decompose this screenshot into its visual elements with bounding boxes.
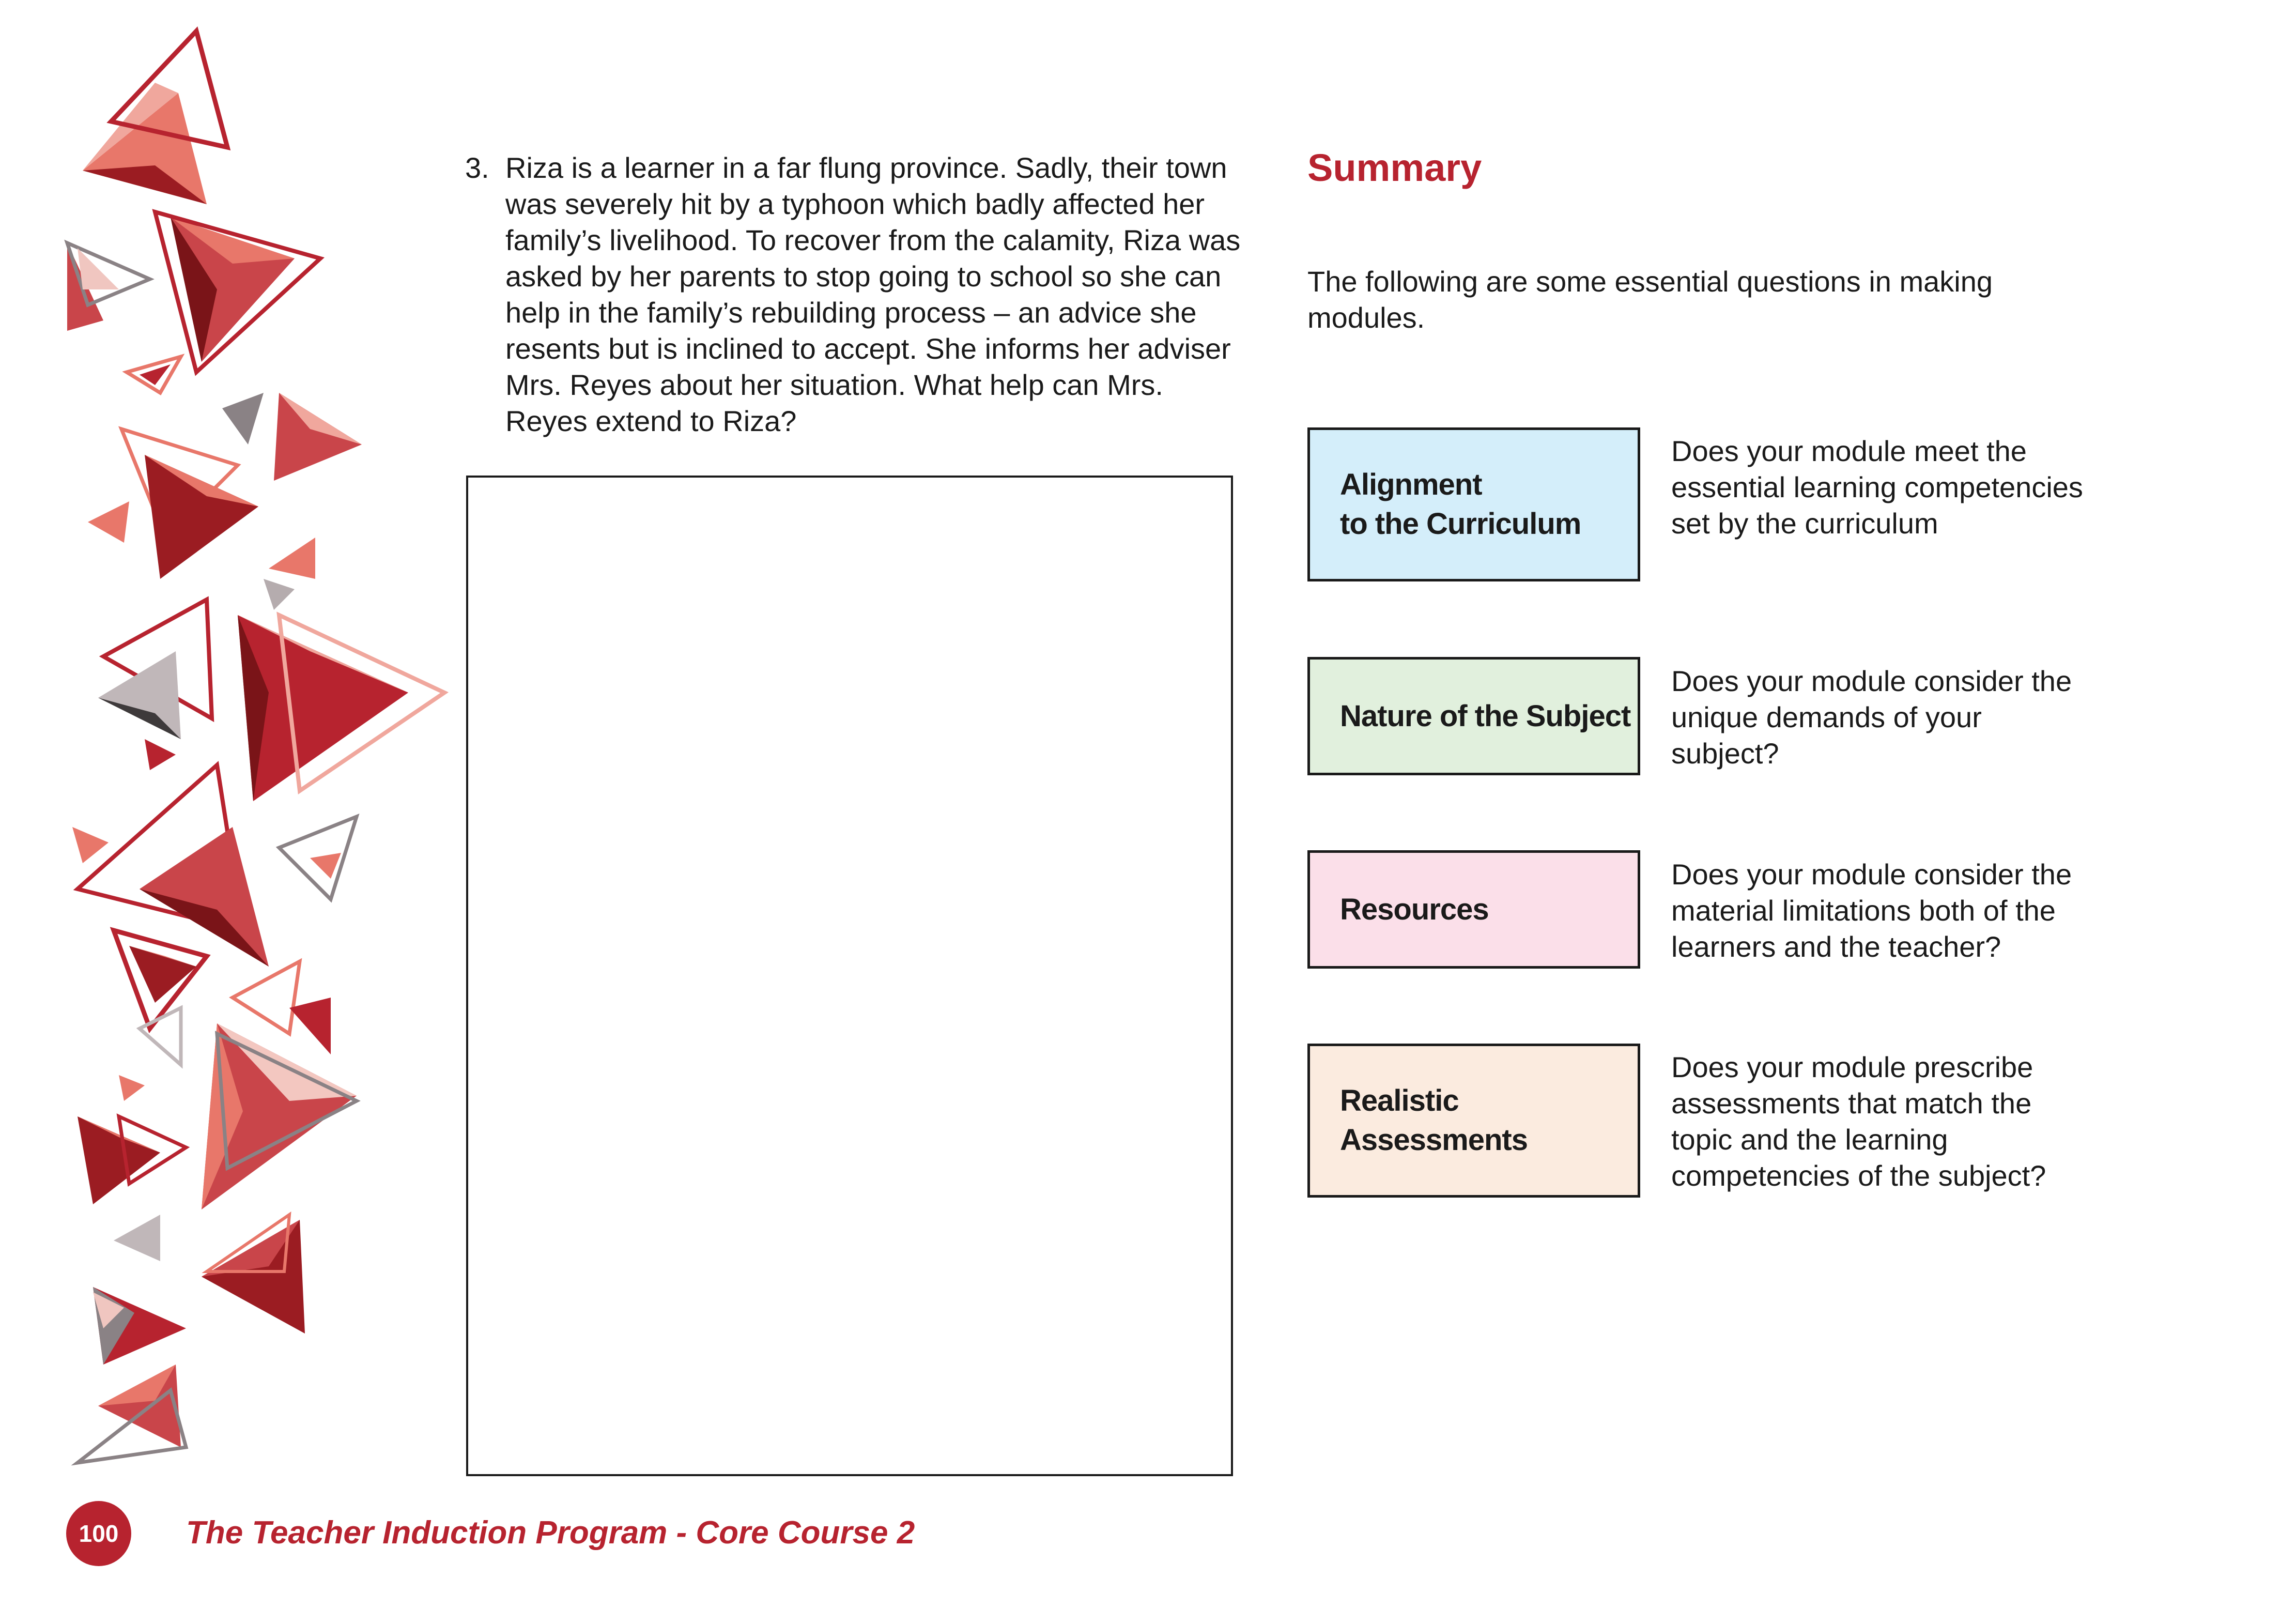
summary-question-assessments: Does your module prescribe assessments that match the topic and the learning competencies of the subject? [1671, 1051, 2046, 1192]
summary-label-alignment [1307, 427, 1640, 581]
summary-label-line: Assessments [1340, 1123, 1528, 1157]
summary-question-nature: Does your module consider the unique demands of your subject? [1671, 665, 2072, 770]
summary-label-line: Nature of the Subject [1340, 699, 1631, 733]
summary-label-resources [1307, 850, 1640, 969]
summary-label-nature [1307, 657, 1640, 775]
summary-question-resources: Does your module consider the material limitations both of the learners and the teacher? [1671, 858, 2072, 963]
decorative-triangles [0, 0, 465, 1551]
summary-label-line: Resources [1340, 892, 1489, 926]
summary-intro: The following are some essential questions in making modules. [1307, 265, 1993, 334]
question-text: Riza is a learner in a far flung province. Sadly, their town was severely hit by a typhoon which badly affected her family’s livelihood. To recover from the calamity, Riza was asked by her parents to stop going to school so she can help in the family’s rebuilding process – an advice she resents but is inclined to accept. She informs her adviser Mrs. Reyes about her situation. What help can Mrs. Reyes extend to Riza? [505, 151, 1241, 437]
summary-label-line: to the Curriculum [1340, 507, 1581, 541]
summary-label-line: Alignment [1340, 468, 1482, 501]
summary-heading: Summary [1307, 146, 1482, 189]
footer-title: The Teacher Induction Program - Core Course 2 [186, 1515, 915, 1551]
summary-label-assessments [1307, 1044, 1640, 1198]
question-number: 3. [465, 151, 489, 184]
summary-question-alignment: Does your module meet the essential learning competencies set by the curriculum [1671, 435, 2083, 540]
answer-box[interactable] [466, 476, 1233, 1476]
summary-label-line: Realistic [1340, 1084, 1459, 1117]
question-block [465, 150, 1245, 439]
page-number-badge: 100 [66, 1501, 131, 1566]
